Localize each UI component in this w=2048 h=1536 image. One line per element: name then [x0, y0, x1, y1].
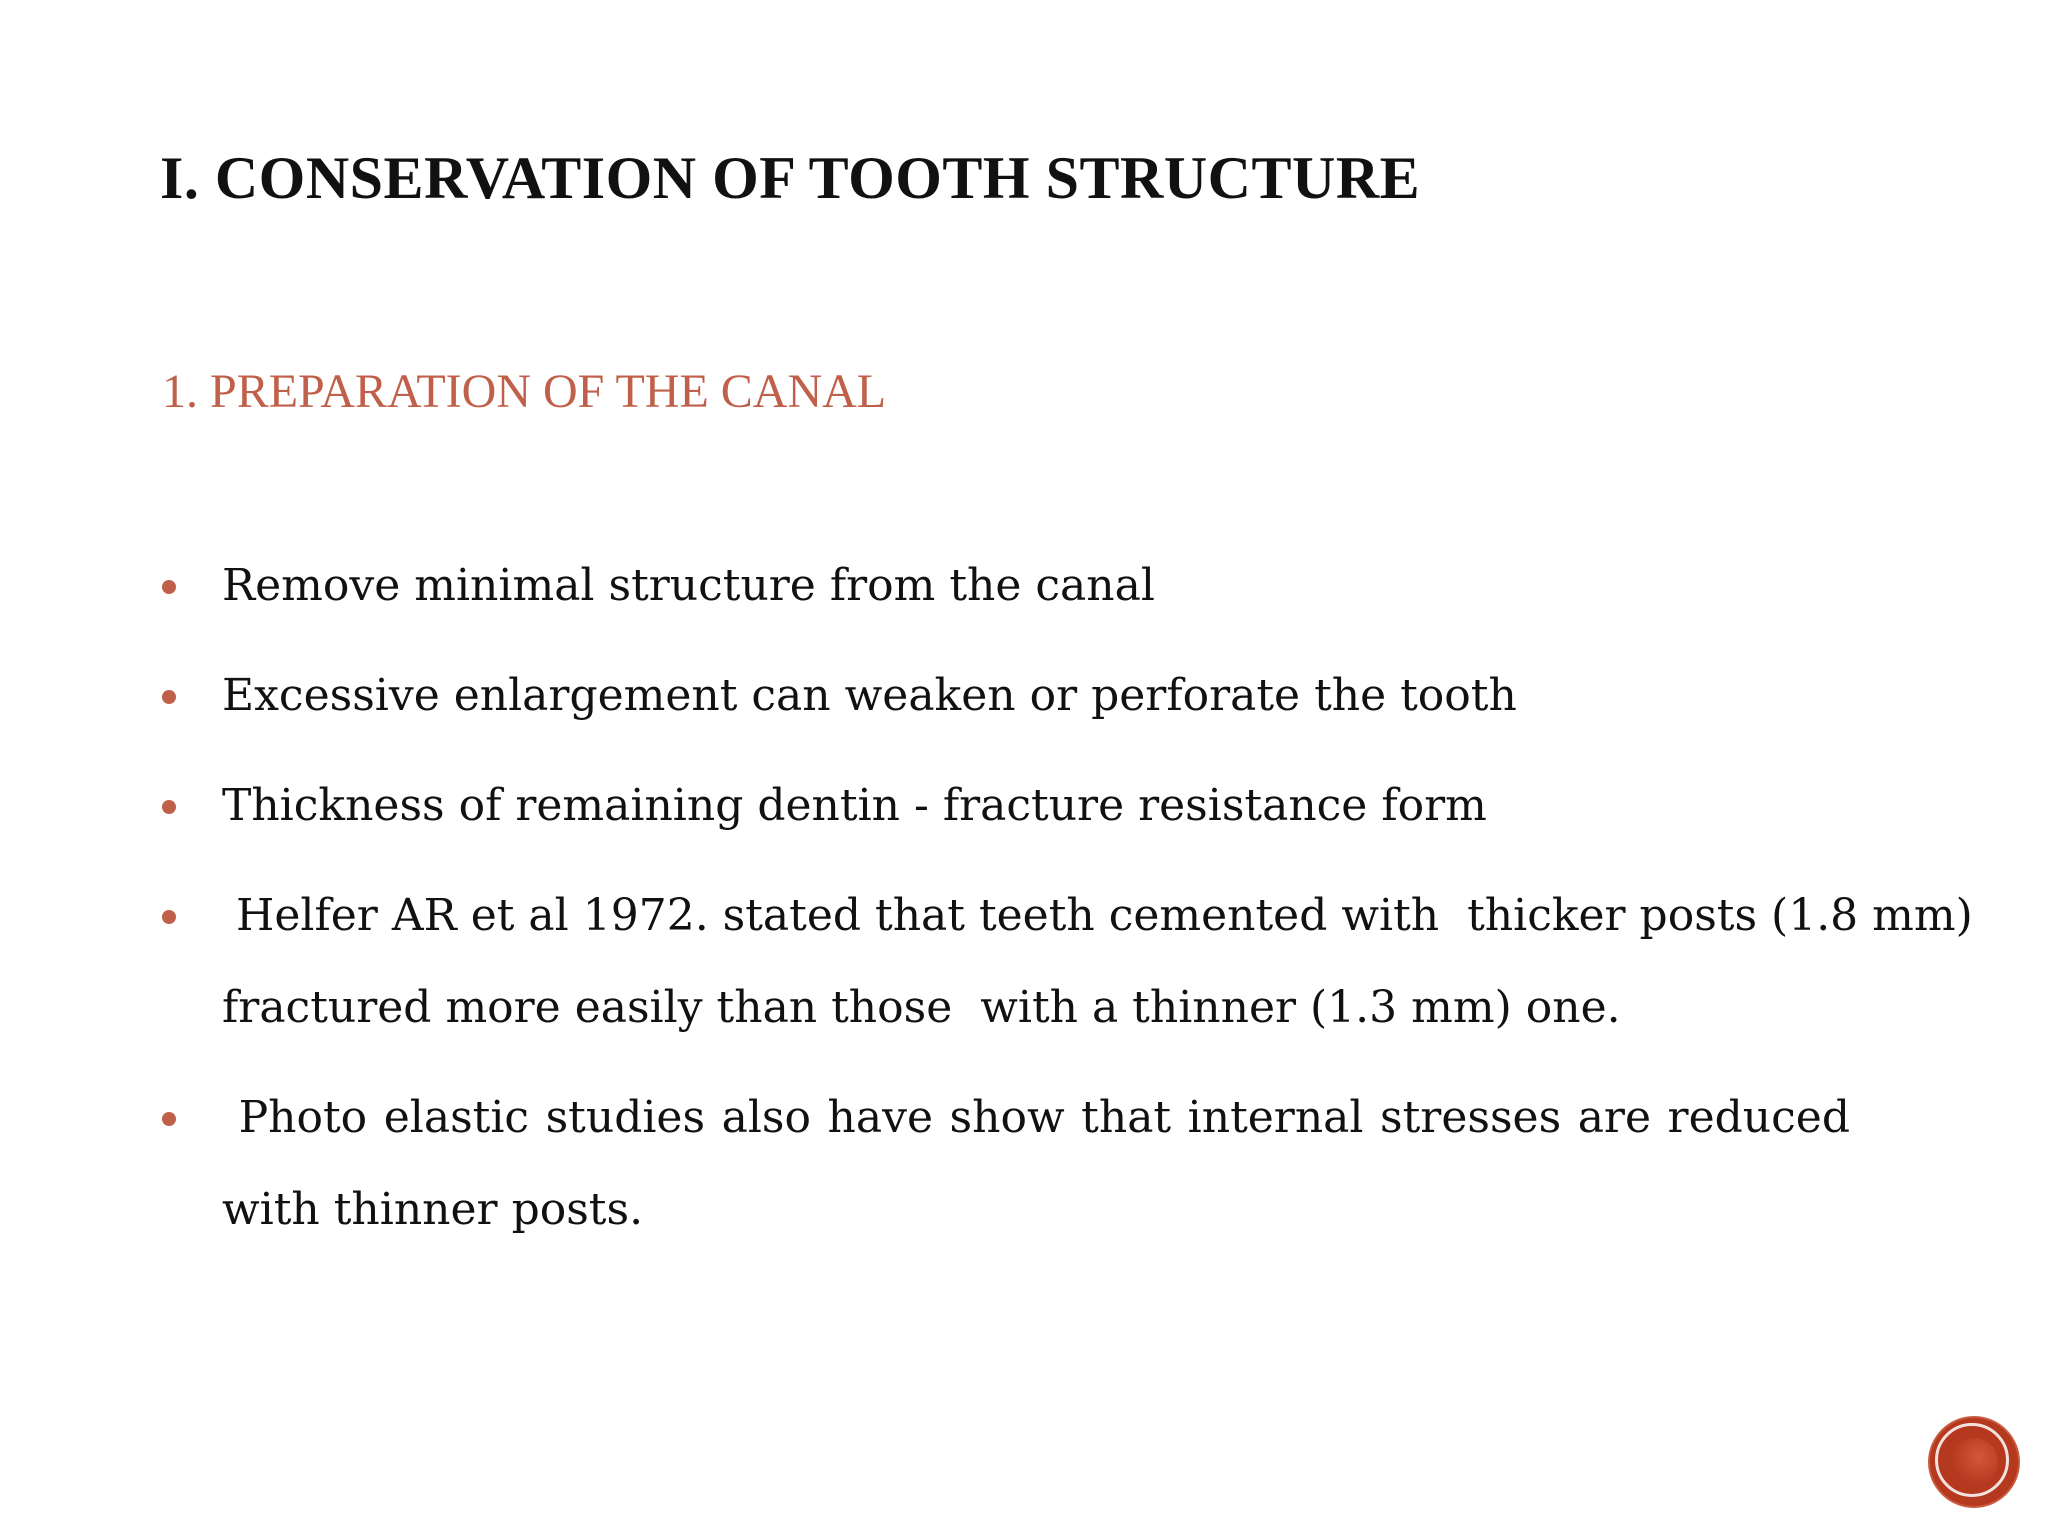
bullet-dot-icon — [162, 910, 176, 924]
bullet-text: Excessive enlargement can weaken or perforate the tooth — [222, 670, 1517, 721]
bullet-item — [160, 650, 2000, 742]
bullet-dot-icon — [162, 800, 176, 814]
bullet-dot-icon — [162, 580, 176, 594]
bullet-dot-icon — [162, 690, 176, 704]
bullet-item — [160, 540, 2000, 632]
section-heading: 1. PREPARATION OF THE CANAL — [162, 365, 887, 418]
slide-badge-icon — [1930, 1418, 2018, 1506]
badge-inner — [1950, 1438, 1998, 1486]
bullet-list — [160, 540, 2000, 1274]
bullet-item — [160, 760, 2000, 852]
bullet-dot-icon — [162, 1112, 176, 1126]
bullet-text: Remove minimal structure from the canal — [222, 560, 1155, 611]
bullet-text: Photo elastic studies also have show that internal stresses are reduced with thinner posts. — [222, 1092, 1864, 1235]
bullet-item — [160, 870, 2000, 1054]
bullet-text: Thickness of remaining dentin - fracture resistance form — [222, 780, 1487, 831]
bullet-text: Helfer AR et al 1972. stated that teeth cemented with thicker posts (1.8 mm) fractured more easily than those with a thinner (1.3 mm) one. — [222, 890, 1987, 1033]
slide-title: I. CONSERVATION OF TOOTH STRUCTURE — [160, 145, 1421, 211]
bullet-item — [160, 1072, 2000, 1256]
